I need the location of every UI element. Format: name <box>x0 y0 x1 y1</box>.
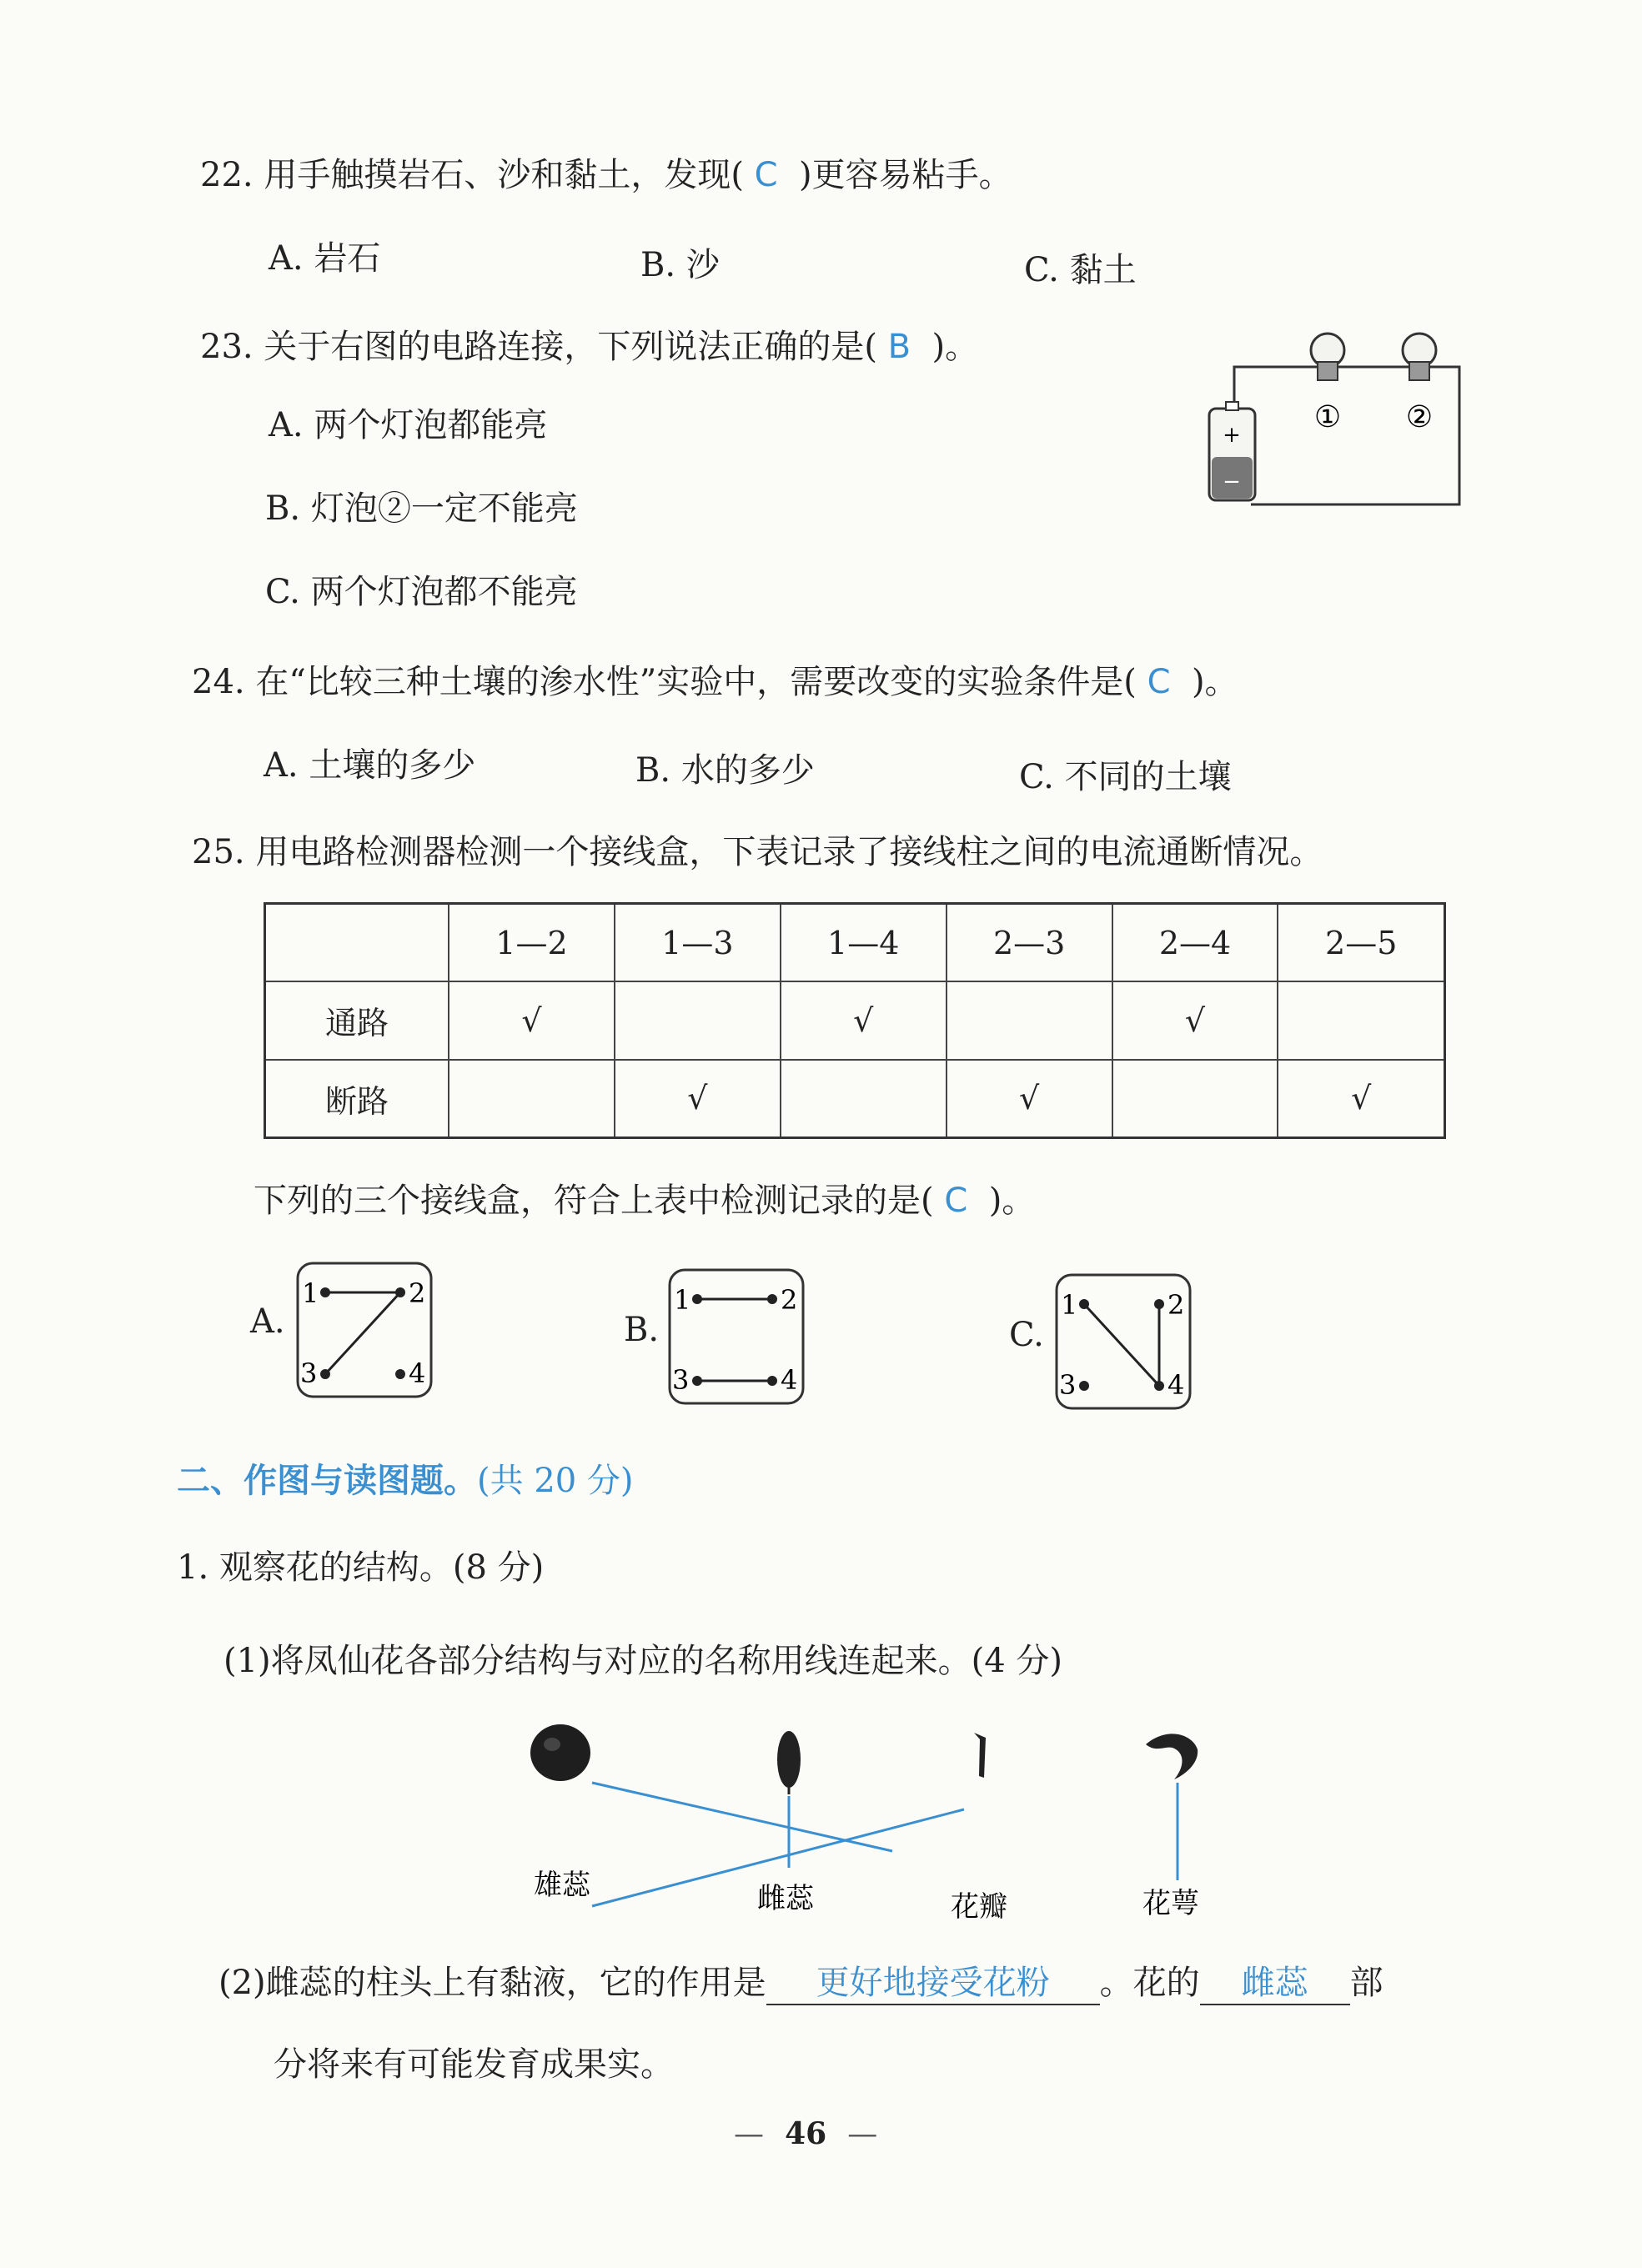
svg-text:1: 1 <box>1061 1289 1078 1321</box>
table-row <box>265 1060 1445 1138</box>
table-header-row <box>265 904 1445 982</box>
q23-answer: B <box>887 328 911 366</box>
sepal-icon <box>1146 1734 1198 1779</box>
q23-stem: 23. 关于右图的电路连接，下列说法正确的是( B )。 <box>200 328 979 366</box>
battery-icon <box>1209 402 1255 500</box>
section-2-title: 二、作图与读图题。(共 20 分) <box>177 1461 634 1500</box>
table-cell: √ <box>781 981 947 1060</box>
table-cell <box>1112 1060 1278 1138</box>
svg-text:2: 2 <box>781 1284 798 1316</box>
q22-option-c: C. 黏土 <box>1024 251 1137 289</box>
answer-blank-1: 更好地接受花粉 <box>766 1956 1100 2005</box>
junction-box-b <box>665 1266 807 1407</box>
svg-text:4: 4 <box>1167 1369 1185 1401</box>
petal-blob-icon <box>530 1724 590 1781</box>
bulb-icon <box>1403 334 1436 380</box>
table-cell <box>449 1060 615 1138</box>
q24-answer: C <box>1147 663 1171 701</box>
q24-stem: 24. 在“比较三种土壤的渗水性”实验中，需要改变的实验条件是( C )。 <box>192 663 1238 701</box>
table-header-cell: 2—3 <box>947 904 1112 982</box>
table-row-label: 断路 <box>265 1060 449 1138</box>
q25-sub-stem: 下列的三个接线盒，符合上表中检测记录的是( C )。 <box>254 1182 1036 1220</box>
table-cell <box>947 981 1112 1060</box>
table-cell: √ <box>615 1060 781 1138</box>
box-a-label: A. <box>250 1302 285 1341</box>
label-sepal: 花萼 <box>1142 1887 1199 1920</box>
table-header-cell: 1—4 <box>781 904 947 982</box>
q23-option-b: B. 灯泡②一定不能亮 <box>265 489 578 528</box>
junction-box-a <box>294 1259 435 1401</box>
q24-option-b: B. 水的多少 <box>635 751 815 790</box>
bulb-label-2: ② <box>1405 400 1434 434</box>
table-cell: √ <box>1278 1060 1444 1138</box>
label-stamen: 雄蕊 <box>534 1869 590 1902</box>
battery-minus: − <box>1223 469 1241 494</box>
q25-record-table <box>264 902 1446 1139</box>
q23-option-a: A. 两个灯泡都能亮 <box>269 406 548 444</box>
svg-text:4: 4 <box>781 1364 798 1396</box>
table-header-cell: 2—5 <box>1278 904 1444 982</box>
table-row-label: 通路 <box>265 981 449 1060</box>
circuit-diagram <box>1201 325 1476 517</box>
q22-answer: C <box>754 156 778 194</box>
q25-stem: 25. 用电路检测器检测一个接线盒，下表记录了接线柱之间的电流通断情况。 <box>192 833 1323 871</box>
q23-option-c: C. 两个灯泡都不能亮 <box>265 573 578 611</box>
q25-answer: C <box>944 1182 968 1220</box>
pistil-icon <box>777 1731 801 1794</box>
stamen-icon <box>974 1733 986 1778</box>
page-number: 46 <box>785 2116 827 2151</box>
box-c-label: C. <box>1009 1316 1044 1354</box>
svg-text:3: 3 <box>672 1364 690 1396</box>
q24-option-a: A. 土壤的多少 <box>264 746 476 785</box>
q22-option-a: A. 岩石 <box>269 239 381 278</box>
junction-box-c <box>1052 1271 1194 1412</box>
page-footer: — 46 — <box>734 2116 878 2151</box>
bulb-icon <box>1311 334 1344 380</box>
table-cell: √ <box>947 1060 1112 1138</box>
table-header-cell: 1—2 <box>449 904 615 982</box>
table-cell <box>781 1060 947 1138</box>
p1-title: 1. 观察花的结构。(8 分) <box>177 1548 545 1587</box>
svg-text:1: 1 <box>674 1284 691 1316</box>
p1-sub1: (1)将凤仙花各部分结构与对应的名称用线连起来。(4 分) <box>223 1642 1063 1680</box>
table-row <box>265 981 1445 1060</box>
flower-matching-diagram <box>500 1701 1251 1934</box>
table-cell <box>1278 981 1444 1060</box>
p1-sub2-line2: 分将来有可能发育成果实。 <box>274 2045 674 2084</box>
q24-option-c: C. 不同的土壤 <box>1019 758 1232 796</box>
table-header-cell: 2—4 <box>1112 904 1278 982</box>
q22-option-b: B. 沙 <box>640 246 720 284</box>
q22-stem: 22. 用手触摸岩石、沙和黏土，发现( C )更容易粘手。 <box>200 156 1012 194</box>
svg-text:4: 4 <box>409 1357 426 1389</box>
box-b-label: B. <box>624 1311 660 1349</box>
table-cell <box>615 981 781 1060</box>
table-cell: √ <box>449 981 615 1060</box>
svg-text:2: 2 <box>409 1277 426 1309</box>
svg-text:3: 3 <box>1059 1369 1077 1401</box>
svg-text:2: 2 <box>1167 1289 1185 1321</box>
battery-plus: + <box>1223 423 1241 448</box>
svg-text:1: 1 <box>302 1277 319 1309</box>
table-header-cell: 1—3 <box>615 904 781 982</box>
svg-text:3: 3 <box>300 1357 318 1389</box>
label-pistil: 雌蕊 <box>757 1882 814 1915</box>
p1-sub2: (2)雌蕊的柱头上有黏液，它的作用是 更好地接受花粉 。花的 雌蕊 部 <box>218 1956 1383 2005</box>
table-corner <box>265 904 449 982</box>
table-cell: √ <box>1112 981 1278 1060</box>
answer-blank-2: 雌蕊 <box>1200 1956 1350 2005</box>
bulb-label-1: ① <box>1313 400 1342 434</box>
label-petal: 花瓣 <box>951 1890 1007 1924</box>
